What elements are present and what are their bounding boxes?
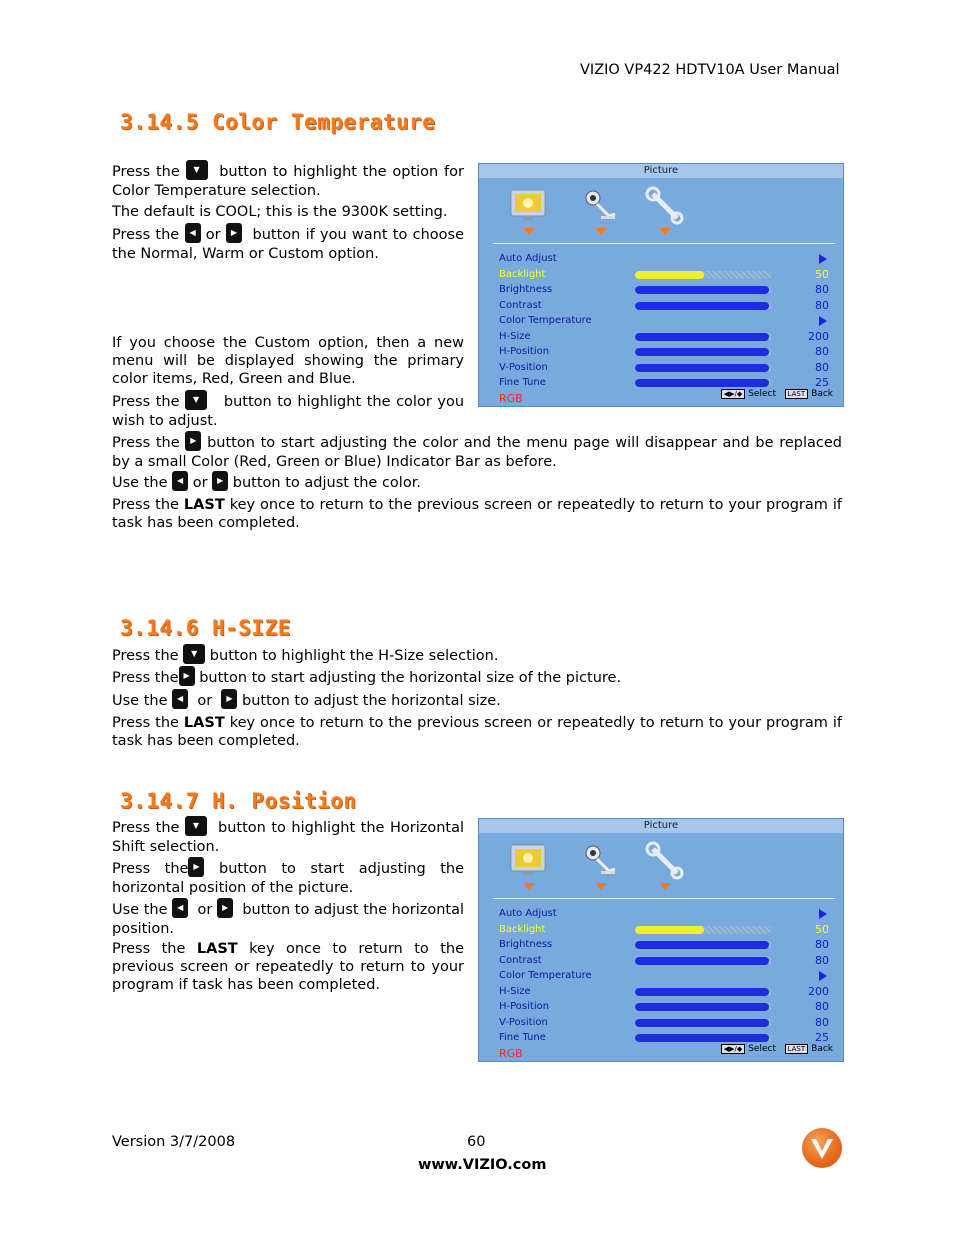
menu-row-value: 50	[815, 267, 829, 281]
divider	[493, 898, 835, 899]
down-button-icon: ▼	[186, 160, 208, 180]
menu-row-label: Color Temperature	[499, 315, 592, 326]
level-bar-fill	[635, 1003, 769, 1011]
right-button-icon: ▶	[179, 666, 195, 686]
down-button-icon: ▼	[185, 390, 207, 410]
menu-row-h-position[interactable]	[499, 1000, 831, 1015]
level-bar-fill	[635, 957, 769, 965]
menu-row-brightness[interactable]	[499, 283, 831, 298]
left-button-icon: ◀	[172, 471, 188, 491]
back-hint: Back	[811, 1044, 833, 1054]
level-bar-fill	[635, 271, 704, 279]
right-button-icon: ▶	[226, 223, 242, 243]
select-hint: Select	[748, 1044, 776, 1054]
level-bar-fill	[635, 364, 769, 372]
left-button-icon: ◀	[172, 898, 188, 918]
left-button-icon: ◀	[185, 223, 201, 243]
level-bar[interactable]	[635, 957, 772, 965]
menu-row-value: 80	[815, 953, 829, 967]
orange-down-arrow-icon	[523, 228, 535, 235]
menu-row-label: V-Position	[499, 1016, 548, 1028]
level-bar[interactable]	[635, 926, 772, 934]
menu-row-contrast[interactable]	[499, 954, 831, 969]
level-bar-fill	[635, 988, 769, 996]
section-title-h-position: 3.14.7 H. Position	[120, 789, 357, 813]
last-key-icon: LAST	[785, 1044, 809, 1054]
menu-row-label: H-Position	[499, 346, 550, 357]
right-button-icon: ▶	[188, 857, 204, 877]
menu-row-contrast[interactable]	[499, 299, 831, 314]
submenu-arrow-icon	[819, 254, 827, 264]
menu-row-label: V-Position	[499, 361, 548, 373]
picture-menu-screenshot	[478, 163, 844, 407]
footer-page-number: 60	[467, 1134, 486, 1150]
left-button-icon: ◀	[172, 689, 188, 709]
audio-speaker-icon[interactable]	[579, 841, 623, 881]
menu-row-value: 80	[815, 938, 829, 951]
submenu-arrow-icon	[819, 316, 827, 326]
menu-row-value: 80	[815, 1000, 829, 1013]
level-bar[interactable]	[635, 286, 772, 294]
level-bar[interactable]	[635, 1019, 772, 1027]
picture-menu-screenshot	[478, 818, 844, 1062]
section-title-color-temperature: 3.14.5 Color Temperature	[120, 110, 436, 134]
orange-down-arrow-icon	[595, 228, 607, 235]
menu-row-label: Auto Adjust	[499, 908, 557, 919]
last-key-icon: LAST	[785, 389, 809, 399]
menu-row-value: 80	[815, 345, 829, 358]
menu-row-backlight[interactable]	[499, 923, 831, 938]
submenu-arrow-icon	[819, 971, 827, 981]
osd-footer-hints	[721, 1040, 833, 1058]
menu-row-label: Contrast	[499, 954, 542, 966]
rgb-label: RGB	[499, 391, 523, 405]
paragraph: Press the ▶ button to start adjusting the color and the menu page will disappear and be replaced by a small Color (Red, Green or Blue) Indicator Bar as before.	[112, 433, 842, 471]
menu-row-label: Brightness	[499, 939, 553, 950]
menu-row-label: Fine Tune	[499, 377, 546, 388]
level-bar[interactable]	[635, 364, 772, 372]
orange-down-arrow-icon	[659, 228, 671, 235]
menu-row-label: Color Temperature	[499, 970, 592, 981]
orange-down-arrow-icon	[659, 883, 671, 890]
section-title-h-size: 3.14.6 H-SIZE	[120, 616, 291, 640]
paragraph: Press the ▼ button to highlight the H-Size selection.	[112, 646, 842, 666]
menu-row-brightness[interactable]	[499, 938, 831, 953]
menu-row-value: 80	[815, 1015, 829, 1029]
paragraph: Press the LAST key once to return to the previous screen or repeatedly to return to your program if task has been completed.	[112, 715, 843, 749]
menu-row-label: H-Position	[499, 1001, 550, 1012]
osd-title: Picture	[643, 165, 679, 176]
nav-keys-icon: ◀▶/◆	[721, 1044, 746, 1054]
vizio-logo-icon	[802, 1128, 842, 1168]
level-bar[interactable]	[635, 941, 772, 949]
menu-row-h-position[interactable]	[499, 345, 831, 360]
paragraph: Press the ▼ button to highlight the color you wish to adjust.	[112, 392, 464, 430]
right-button-icon: ▶	[185, 431, 201, 451]
orange-down-arrow-icon	[523, 883, 535, 890]
orange-down-arrow-icon	[595, 883, 607, 890]
rgb-label: RGB	[499, 1046, 523, 1060]
level-bar[interactable]	[635, 348, 772, 356]
picture-tv-icon[interactable]	[507, 186, 551, 226]
divider	[493, 243, 835, 244]
audio-speaker-icon[interactable]	[579, 186, 623, 226]
level-bar[interactable]	[635, 1003, 772, 1011]
osd-footer-hints	[721, 385, 833, 403]
level-bar[interactable]	[635, 988, 772, 996]
paragraph: Press the ▶ button to start adjusting the horizontal size of the picture.	[112, 668, 842, 688]
paragraph: If you choose the Custom option, then a new menu will be displayed showing the primary color items, Red, Green and Blue.	[112, 335, 464, 387]
level-bar-fill	[635, 348, 769, 356]
osd-title: Picture	[643, 820, 679, 831]
document-header: VIZIO VP422 HDTV10A User Manual	[580, 62, 840, 78]
menu-row-color-temperature[interactable]	[499, 314, 831, 329]
paragraph: Use the ◀ or ▶ button to adjust the color.	[112, 473, 842, 493]
menu-row-v-position[interactable]	[499, 1016, 831, 1031]
paragraph: Use the ◀ or ▶ button to adjust the horizontal size.	[112, 691, 842, 711]
submenu-arrow-icon	[819, 909, 827, 919]
menu-row-value: 80	[815, 298, 829, 312]
back-hint: Back	[811, 389, 833, 399]
menu-row-value: 25	[815, 376, 829, 389]
menu-row-label: H-Size	[499, 330, 531, 342]
menu-row-label: Backlight	[499, 268, 546, 280]
level-bar[interactable]	[635, 302, 772, 310]
menu-row-backlight[interactable]	[499, 268, 831, 283]
picture-tv-icon[interactable]	[507, 841, 551, 881]
level-bar-fill	[635, 286, 769, 294]
right-button-icon: ▶	[217, 898, 233, 918]
setup-wrench-icon[interactable]	[643, 841, 687, 881]
paragraph: Press the ◀ or ▶ button if you want to choose the Normal, Warm or Custom option.	[112, 225, 464, 263]
menu-row-auto-adjust[interactable]	[499, 252, 831, 267]
paragraph: Press the ▶ button to start adjusting the horizontal position of the picture.	[112, 859, 464, 897]
down-button-icon: ▼	[185, 816, 207, 836]
paragraph: Press the LAST key once to return to the previous screen or repeatedly to return to your program if task has been completed.	[112, 497, 843, 531]
menu-row-auto-adjust[interactable]	[499, 907, 831, 922]
down-button-icon: ▼	[183, 644, 205, 664]
menu-row-value: 50	[815, 922, 829, 936]
level-bar-fill	[635, 333, 769, 341]
menu-row-h-size[interactable]	[499, 985, 831, 1000]
paragraph: Press the LAST key once to return to the previous screen or repeatedly to return to your program if task has been completed.	[112, 941, 465, 993]
level-bar-fill	[635, 926, 704, 934]
right-button-icon: ▶	[221, 689, 237, 709]
level-bar-fill	[635, 1019, 769, 1027]
menu-row-label: H-Size	[499, 985, 531, 997]
paragraph: Press the ▼ button to highlight the option for Color Temperature selection.	[112, 162, 464, 200]
select-hint: Select	[748, 389, 776, 399]
menu-row-value: 80	[815, 283, 829, 296]
footer-version: Version 3/7/2008	[112, 1134, 236, 1150]
level-bar[interactable]	[635, 271, 772, 279]
menu-row-value: 80	[815, 360, 829, 374]
menu-row-label: Contrast	[499, 299, 542, 311]
menu-row-label: Auto Adjust	[499, 253, 557, 264]
menu-row-value: 200	[808, 329, 829, 343]
footer-url: www.VIZIO.com	[418, 1157, 547, 1173]
menu-row-v-position[interactable]	[499, 361, 831, 376]
menu-row-label: Fine Tune	[499, 1032, 546, 1043]
level-bar-fill	[635, 302, 769, 310]
paragraph: Use the ◀ or ▶ button to adjust the horizontal position.	[112, 900, 464, 938]
setup-wrench-icon[interactable]	[643, 186, 687, 226]
menu-row-color-temperature[interactable]	[499, 969, 831, 984]
nav-keys-icon: ◀▶/◆	[721, 389, 746, 399]
paragraph: Press the ▼ button to highlight the Horizontal Shift selection.	[112, 818, 464, 856]
menu-row-label: Brightness	[499, 284, 553, 295]
level-bar[interactable]	[635, 333, 772, 341]
menu-row-value: 200	[808, 984, 829, 998]
right-button-icon: ▶	[212, 471, 228, 491]
level-bar-fill	[635, 941, 769, 949]
menu-row-label: Backlight	[499, 923, 546, 935]
menu-row-value: 25	[815, 1031, 829, 1044]
paragraph: The default is COOL; this is the 9300K setting.	[112, 204, 448, 220]
menu-row-h-size[interactable]	[499, 330, 831, 345]
